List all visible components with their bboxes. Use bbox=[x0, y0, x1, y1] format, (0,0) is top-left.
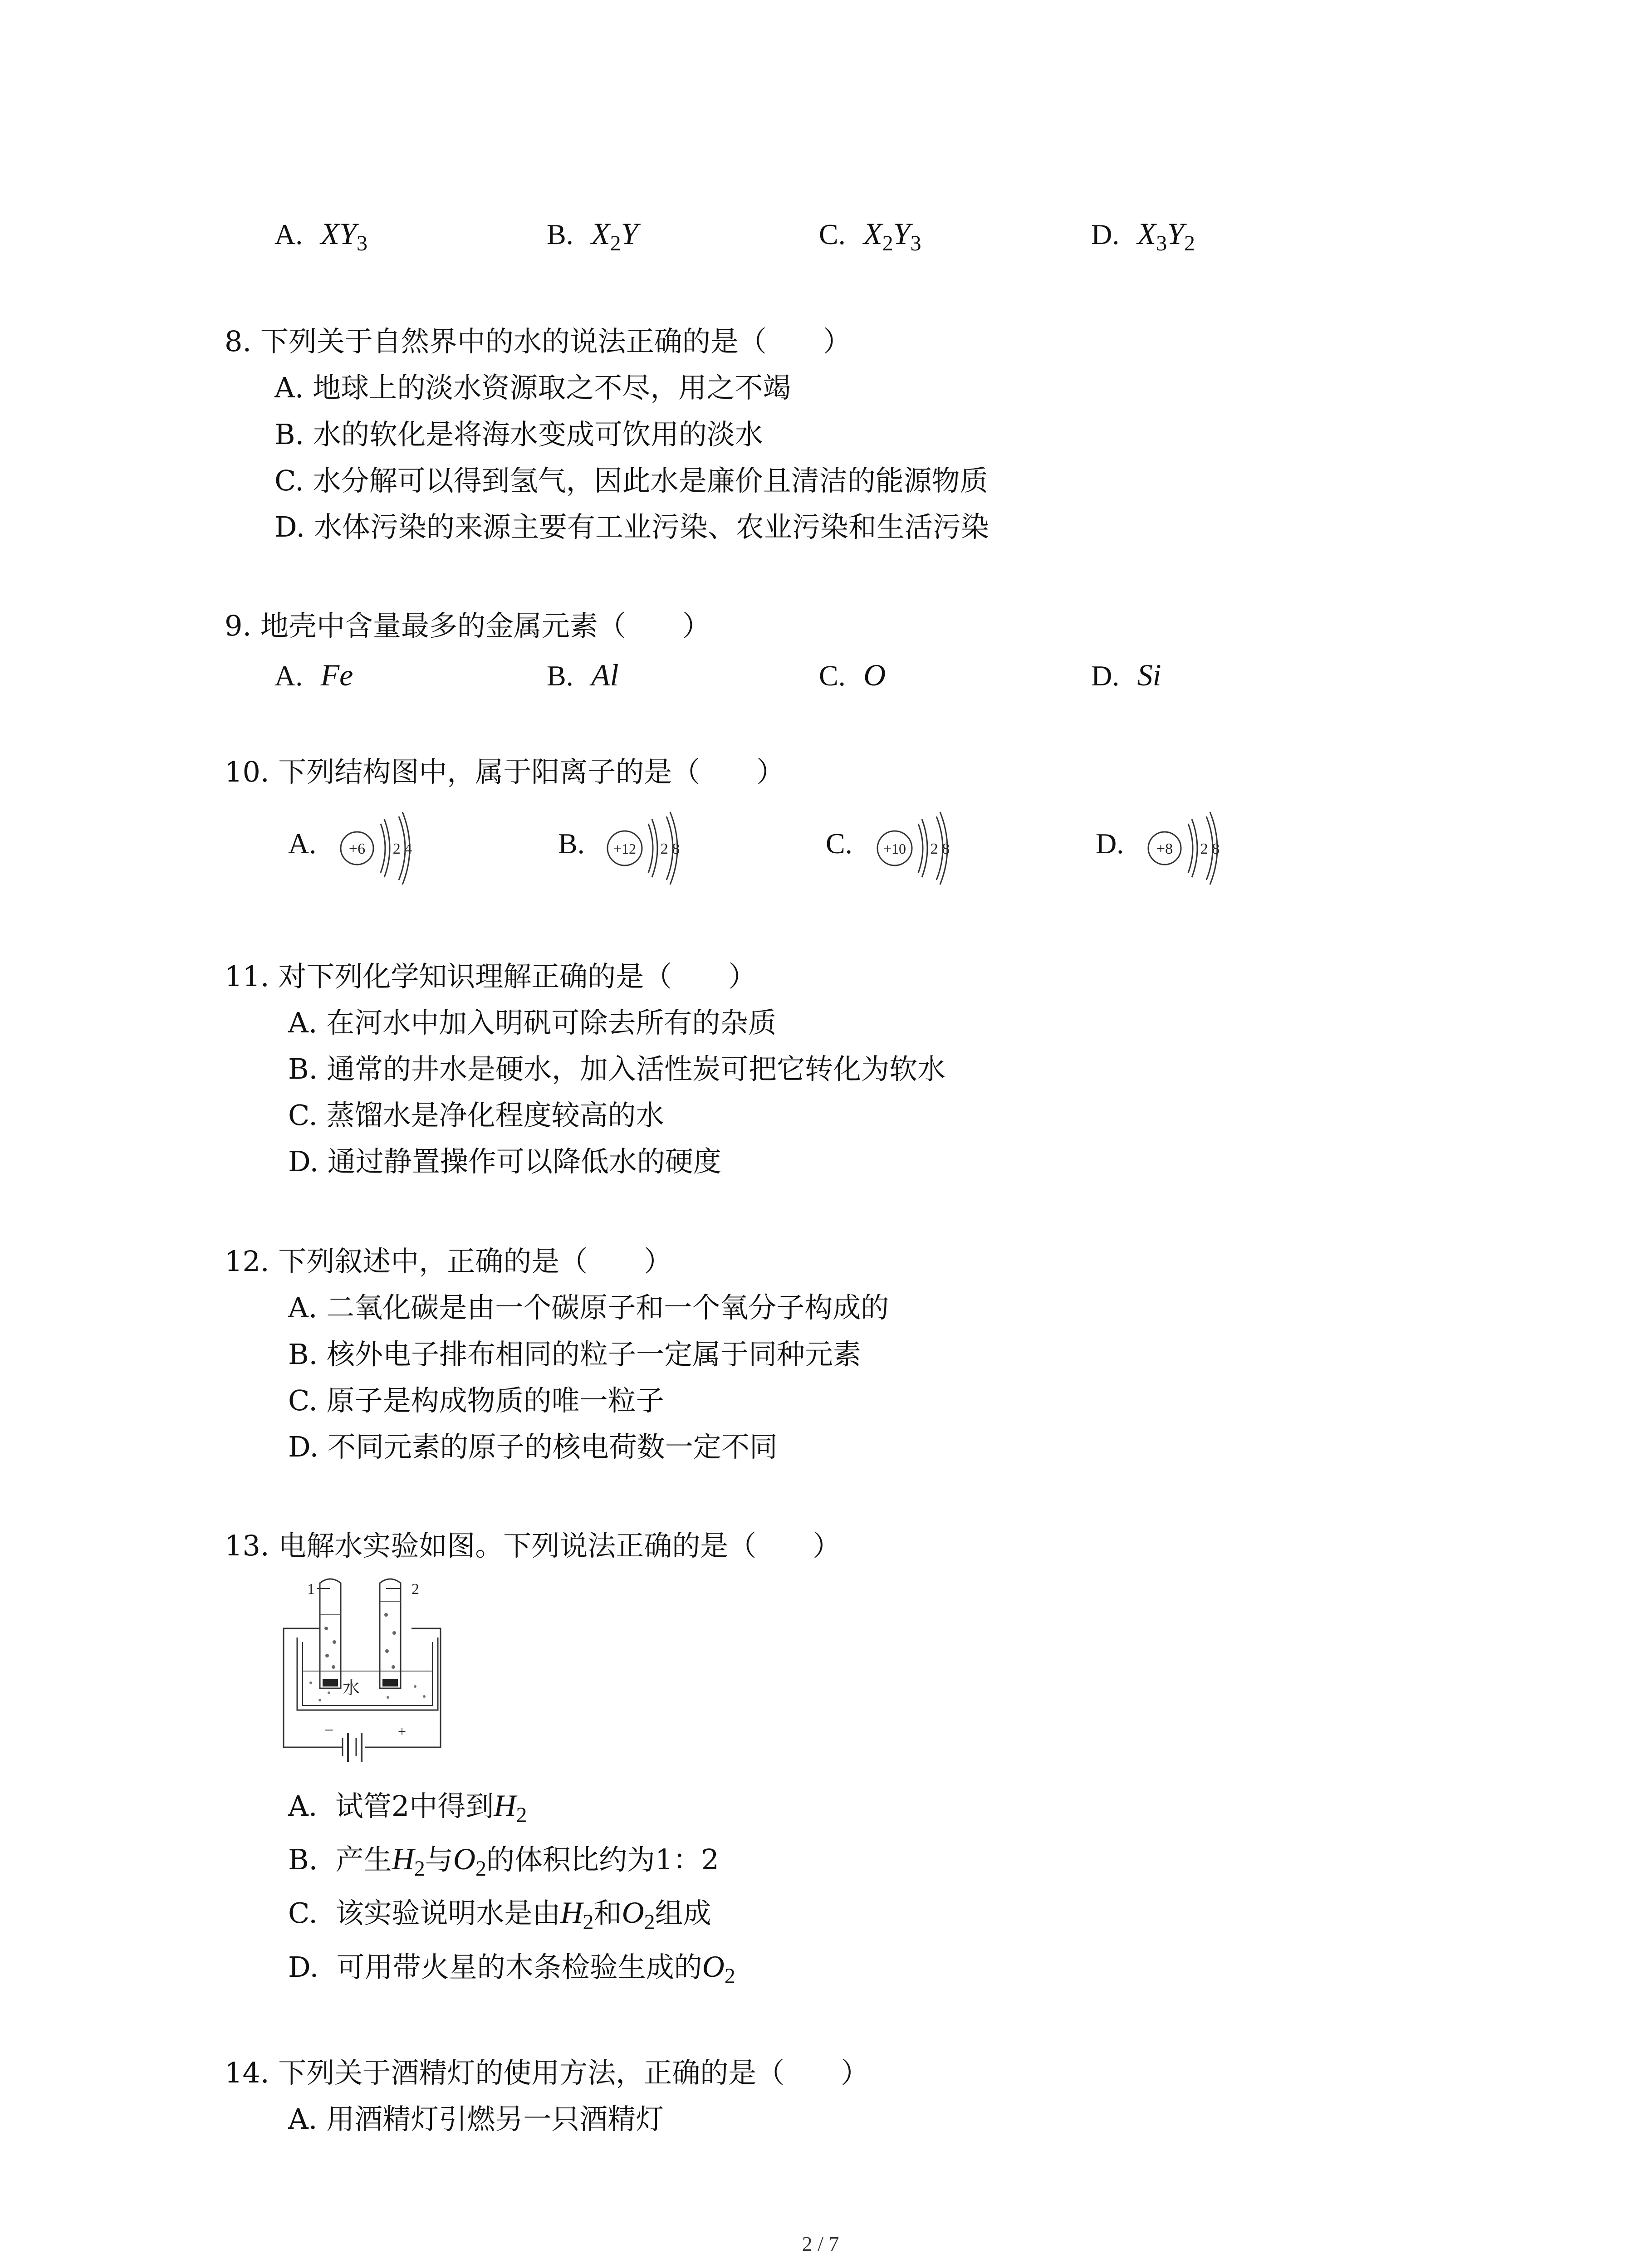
q7-option-d: D. $X_3Y_2$ bbox=[1091, 216, 1195, 255]
q13-option-d: D. 可用带火星的木条检验生成的$O_2$ bbox=[288, 1949, 735, 1988]
svg-text:2 8: 2 8 bbox=[1200, 841, 1220, 857]
q9-option-a: A. Fe bbox=[274, 658, 353, 692]
atom-structure-diagram-a bbox=[333, 807, 442, 889]
svg-text:+10: +10 bbox=[883, 841, 906, 857]
svg-text:+8: +8 bbox=[1156, 841, 1173, 857]
q13-option-c: C. 该实验说明水是由$H_2$和$O_2$组成 bbox=[288, 1895, 711, 1934]
q12-option-c: C. 原子是构成物质的唯一粒子 bbox=[288, 1384, 664, 1417]
q9-option-d: D. Si bbox=[1091, 658, 1161, 692]
q7-option-a: A. $XY_3$ bbox=[274, 216, 367, 255]
q13-stem: 13. 电解水实验如图。下列说法正确的是（ ） bbox=[225, 1529, 841, 1562]
q11-option-d: D. 通过静置操作可以降低水的硬度 bbox=[288, 1145, 721, 1178]
q11-option-c: C. 蒸馏水是净化程度较高的水 bbox=[288, 1099, 664, 1132]
q13-option-b: B. 产生$H_2$与$O_2$的体积比约为1：2 bbox=[288, 1842, 719, 1881]
q7-option-c: C. $X_2Y_3$ bbox=[819, 216, 921, 255]
q14-stem: 14. 下列关于酒精灯的使用方法，正确的是（ ） bbox=[225, 2056, 869, 2089]
svg-text:2 4: 2 4 bbox=[392, 841, 412, 857]
q14-option-a: A. 用酒精灯引燃另一只酒精灯 bbox=[288, 2102, 664, 2136]
q12-stem: 12. 下列叙述中，正确的是（ ） bbox=[225, 1245, 672, 1278]
electrolysis-apparatus-figure bbox=[279, 1574, 470, 1769]
svg-text:2: 2 bbox=[411, 1581, 419, 1598]
atom-structure-diagram-c bbox=[871, 807, 980, 889]
q10-option-c: C. bbox=[826, 827, 852, 860]
svg-text:1: 1 bbox=[307, 1581, 315, 1598]
page-number: 2 / 7 bbox=[802, 2232, 839, 2255]
q12-option-a: A. 二氧化碳是由一个碳原子和一个氧分子构成的 bbox=[288, 1291, 889, 1324]
q10-options bbox=[0, 807, 1641, 889]
q8-stem: 8. 下列关于自然界中的水的说法正确的是（ ） bbox=[225, 325, 851, 358]
q12-option-d: D. 不同元素的原子的核电荷数一定不同 bbox=[288, 1430, 778, 1463]
svg-text:+6: +6 bbox=[348, 841, 366, 857]
svg-text:2 8: 2 8 bbox=[930, 841, 950, 857]
q13-option-a: A. 试管2中得到$H_2$ bbox=[288, 1788, 527, 1827]
svg-text:2 8: 2 8 bbox=[660, 841, 680, 857]
q10-option-d: D. bbox=[1096, 827, 1124, 860]
q8-option-c: C. 水分解可以得到氢气，因此水是廉价且清洁的能源物质 bbox=[274, 464, 988, 497]
q8-option-b: B. 水的软化是将海水变成可饮用的淡水 bbox=[274, 418, 763, 451]
q11-stem: 11. 对下列化学知识理解正确的是（ ） bbox=[225, 960, 757, 993]
q10-option-b: B. bbox=[558, 827, 585, 860]
q10-stem: 10. 下列结构图中，属于阳离子的是（ ） bbox=[225, 755, 785, 788]
q9-option-c: C. O bbox=[819, 658, 886, 692]
q10-option-a: A. bbox=[288, 827, 317, 860]
q8-option-a: A. 地球上的淡水资源取之不尽，用之不竭 bbox=[274, 371, 791, 404]
svg-text:+: + bbox=[398, 1723, 407, 1740]
svg-text:水: 水 bbox=[343, 1679, 360, 1698]
q8-option-d: D. 水体污染的来源主要有工业污染、农业污染和生活污染 bbox=[274, 510, 989, 543]
q12-option-b: B. 核外电子排布相同的粒子一定属于同种元素 bbox=[288, 1338, 861, 1371]
atom-structure-diagram-b bbox=[601, 807, 710, 889]
q11-option-a: A. 在河水中加入明矾可除去所有的杂质 bbox=[288, 1006, 777, 1039]
svg-text:−: − bbox=[324, 1721, 334, 1739]
q9-stem: 9. 地壳中含量最多的金属元素（ ） bbox=[225, 609, 710, 642]
atom-structure-diagram-d bbox=[1141, 807, 1250, 889]
q11-option-b: B. 通常的井水是硬水，加入活性炭可把它转化为软水 bbox=[288, 1052, 945, 1085]
q9-option-b: B. Al bbox=[547, 658, 619, 692]
svg-text:+12: +12 bbox=[613, 841, 637, 857]
q7-option-b: B. $X_2Y$ bbox=[547, 216, 638, 255]
